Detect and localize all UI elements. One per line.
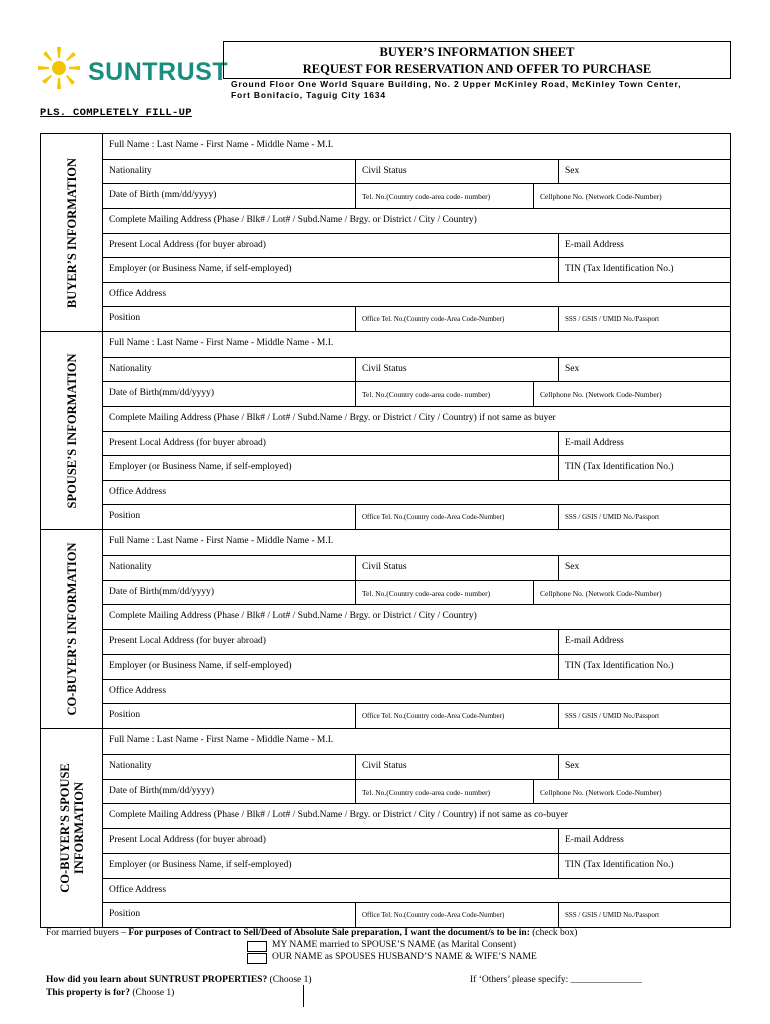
option1-checkbox[interactable] — [247, 941, 267, 952]
date-of-birth-field[interactable]: Date of Birth(mm/dd/yyyy) — [109, 785, 215, 796]
email-field[interactable]: E-mail Address — [558, 432, 730, 456]
mailing-address-field[interactable]: Complete Mailing Address (Phase / Blk# / Lot# / Subd.Name / Brgy. or District / City / Country) — [109, 214, 477, 225]
form-row — [103, 306, 730, 331]
form-row — [103, 902, 730, 927]
form-row — [103, 828, 730, 853]
civil-status-field[interactable]: Civil Status — [355, 755, 558, 779]
present-address-field[interactable]: Present Local Address (for buyer abroad) — [109, 835, 266, 845]
address-line-2: Fort Bonifacio, Taguig City 1634 — [231, 90, 386, 100]
telephone-field[interactable]: Tel. No.(Country code-area code- number) — [355, 184, 533, 208]
tin-field[interactable]: TIN (Tax Identification No.) — [558, 456, 730, 480]
email-field[interactable]: E-mail Address — [558, 234, 730, 258]
present-address-field[interactable]: Present Local Address (for buyer abroad) — [109, 437, 266, 448]
section-label — [58, 763, 86, 893]
address-line-1: Ground Floor One World Square Building, No. 2 Upper McKinley Road, McKinley Town Center, — [231, 79, 682, 89]
form-row — [103, 406, 730, 431]
full-name-field[interactable]: Full Name : Last Name - First Name - Middle Name - M.I. — [109, 140, 334, 150]
telephone-field[interactable]: Tel. No.(Country code-area code- number) — [355, 581, 533, 605]
nationality-field[interactable]: Nationality — [109, 561, 152, 572]
form-row — [103, 729, 730, 754]
section-label-line-1: CO-BUYER’S SPOUSE — [57, 763, 72, 893]
form-row — [103, 853, 730, 878]
section-side-label — [41, 729, 103, 927]
tin-field[interactable]: TIN (Tax Identification No.) — [558, 854, 730, 878]
sun-icon — [36, 45, 82, 91]
office-address-field[interactable]: Office Address — [109, 685, 167, 696]
title-line-1: BUYER’S INFORMATION SHEET — [379, 45, 575, 59]
form-row — [103, 878, 730, 903]
id-number-field[interactable]: SSS / GSIS / UMID No./Passport — [558, 903, 730, 927]
company-address — [231, 79, 731, 101]
cellphone-field[interactable]: Cellphone No. (Network Code-Number) — [533, 780, 730, 804]
form-row — [103, 504, 730, 529]
office-tel-field[interactable]: Office Tel. No.(Country code-Area Code-Number) — [355, 903, 558, 927]
form-row — [103, 703, 730, 728]
email-field[interactable]: E-mail Address — [558, 630, 730, 654]
office-tel-field[interactable]: Office Tel. No.(Country code-Area Code-Number) — [355, 505, 558, 529]
employer-field[interactable]: Employer (or Business Name, if self-employed) — [109, 264, 292, 275]
form-row — [103, 431, 730, 456]
section-label-line-2: INFORMATION — [71, 781, 86, 875]
form-row — [103, 654, 730, 679]
married-bold: For purposes of Contract to Sell/Deed of Absolute Sale preparation, I want the document/s to be in: — [128, 928, 530, 938]
date-of-birth-field[interactable]: Date of Birth (mm/dd/yyyy) — [109, 190, 217, 201]
form-row — [103, 679, 730, 704]
cellphone-field[interactable]: Cellphone No. (Network Code-Number) — [533, 382, 730, 406]
tin-field[interactable]: TIN (Tax Identification No.) — [558, 258, 730, 282]
full-name-field[interactable]: Full Name : Last Name - First Name - Middle Name - M.I. — [109, 536, 334, 546]
form-row — [103, 754, 730, 779]
office-tel-field[interactable]: Office Tel. No.(Country code-Area Code-Number) — [355, 307, 558, 331]
cellphone-field[interactable]: Cellphone No. (Network Code-Number) — [533, 184, 730, 208]
property-question-bold: This property is for? — [46, 988, 131, 998]
form-row — [103, 282, 730, 307]
civil-status-field[interactable]: Civil Status — [355, 358, 558, 382]
brand-name: SUNTRUST — [88, 58, 229, 86]
form-row — [103, 208, 730, 233]
telephone-field[interactable]: Tel. No.(Country code-area code- number) — [355, 382, 533, 406]
position-field[interactable]: Position — [109, 313, 141, 324]
section-fields — [103, 134, 730, 331]
form-row — [103, 604, 730, 629]
title-line-2: REQUEST FOR RESERVATION AND OFFER TO PURCHASE — [302, 62, 652, 76]
sex-field[interactable]: Sex — [558, 755, 730, 779]
office-address-field[interactable]: Office Address — [109, 884, 167, 895]
sex-field[interactable]: Sex — [558, 556, 730, 580]
form-row — [103, 803, 730, 828]
section-fields — [103, 530, 730, 728]
id-number-field[interactable]: SSS / GSIS / UMID No./Passport — [558, 307, 730, 331]
nationality-field[interactable]: Nationality — [109, 363, 152, 374]
position-field[interactable]: Position — [109, 511, 141, 522]
telephone-field[interactable]: Tel. No.(Country code-area code- number) — [355, 780, 533, 804]
section-fields — [103, 332, 730, 529]
tin-field[interactable]: TIN (Tax Identification No.) — [558, 655, 730, 679]
learn-question — [46, 975, 312, 985]
suntrust-logo — [36, 44, 229, 92]
id-number-field[interactable]: SSS / GSIS / UMID No./Passport — [558, 704, 730, 728]
form-row — [103, 555, 730, 580]
buyer-section — [40, 133, 731, 332]
full-name-field[interactable]: Full Name : Last Name - First Name - Middle Name - M.I. — [109, 735, 334, 745]
date-of-birth-field[interactable]: Date of Birth(mm/dd/yyyy) — [109, 388, 215, 399]
section-fields — [103, 729, 730, 927]
form-row — [103, 455, 730, 480]
form-row — [103, 779, 730, 804]
fill-up-instruction: PLS. COMPLETELY FILL-UP — [40, 107, 192, 119]
form-row — [103, 580, 730, 605]
option2-label: OUR NAME as SPOUSES HUSBAND’S NAME & WIFE’S NAME — [272, 952, 537, 962]
date-of-birth-field[interactable]: Date of Birth(mm/dd/yyyy) — [109, 586, 215, 597]
employer-field[interactable]: Employer (or Business Name, if self-employed) — [109, 660, 292, 671]
mailing-address-field[interactable]: Complete Mailing Address (Phase / Blk# / Lot# / Subd.Name / Brgy. or District / City / Country) if not same as co-buyer — [109, 810, 568, 821]
section-label: SPOUSE’S INFORMATION — [64, 353, 79, 508]
office-address-field[interactable]: Office Address — [109, 486, 167, 497]
office-tel-field[interactable]: Office Tel. No.(Country code-Area Code-Number) — [355, 704, 558, 728]
employer-field[interactable]: Employer (or Business Name, if self-employed) — [109, 462, 292, 473]
position-field[interactable]: Position — [109, 909, 141, 920]
form-row — [103, 357, 730, 382]
form-row — [103, 134, 730, 159]
married-buyers-note — [46, 928, 736, 939]
civil-status-field[interactable]: Civil Status — [355, 160, 558, 184]
form-row — [103, 159, 730, 184]
nationality-field[interactable]: Nationality — [109, 760, 152, 771]
nationality-field[interactable]: Nationality — [109, 165, 152, 176]
employer-field[interactable]: Employer (or Business Name, if self-employed) — [109, 859, 292, 870]
section-label: BUYER’S INFORMATION — [64, 157, 79, 308]
office-address-field[interactable]: Office Address — [109, 288, 167, 299]
present-address-field[interactable]: Present Local Address (for buyer abroad) — [109, 636, 266, 646]
married-suffix: (check box) — [529, 928, 578, 938]
section-side-label — [41, 530, 103, 728]
section-label: CO-BUYER’S INFORMATION — [64, 542, 79, 716]
form-title — [223, 41, 731, 79]
form-row — [103, 530, 730, 555]
sex-field[interactable]: Sex — [558, 160, 730, 184]
married-prefix: For married buyers – — [46, 928, 129, 938]
section-side-label — [41, 134, 103, 331]
sex-field[interactable]: Sex — [558, 358, 730, 382]
others-specify: If ‘Others’ please specify: _______________ — [470, 975, 642, 985]
learn-question-rest: (Choose 1) — [267, 975, 312, 985]
full-name-field[interactable]: Full Name : Last Name - First Name - Middle Name - M.I. — [109, 338, 334, 348]
form-row — [103, 381, 730, 406]
form-row — [103, 480, 730, 505]
spouse-section — [40, 331, 731, 530]
present-address-field[interactable]: Present Local Address (for buyer abroad) — [109, 239, 266, 250]
learn-question-bold: How did you learn about SUNTRUST PROPERTIES? — [46, 975, 268, 985]
co-buyer-spouse-section — [40, 728, 731, 928]
co-buyer-section — [40, 529, 731, 729]
form-row — [103, 257, 730, 282]
civil-status-field[interactable]: Civil Status — [355, 556, 558, 580]
choice-divider — [303, 985, 304, 1007]
email-field[interactable]: E-mail Address — [558, 829, 730, 853]
property-question — [46, 988, 174, 998]
property-question-rest: (Choose 1) — [130, 988, 175, 998]
form-row — [103, 629, 730, 654]
form-row — [103, 332, 730, 357]
option1-label: MY NAME married to SPOUSE’S NAME (as Marital Consent) — [272, 940, 516, 950]
section-side-label — [41, 332, 103, 529]
id-number-field[interactable]: SSS / GSIS / UMID No./Passport — [558, 505, 730, 529]
position-field[interactable]: Position — [109, 710, 141, 721]
mailing-address-field[interactable]: Complete Mailing Address (Phase / Blk# / Lot# / Subd.Name / Brgy. or District / City / Country) — [109, 611, 477, 622]
form-row — [103, 183, 730, 208]
mailing-address-field[interactable]: Complete Mailing Address (Phase / Blk# / Lot# / Subd.Name / Brgy. or District / City / Country) if not same as buyer — [109, 412, 556, 423]
form-row — [103, 233, 730, 258]
option2-checkbox[interactable] — [247, 953, 267, 964]
cellphone-field[interactable]: Cellphone No. (Network Code-Number) — [533, 581, 730, 605]
